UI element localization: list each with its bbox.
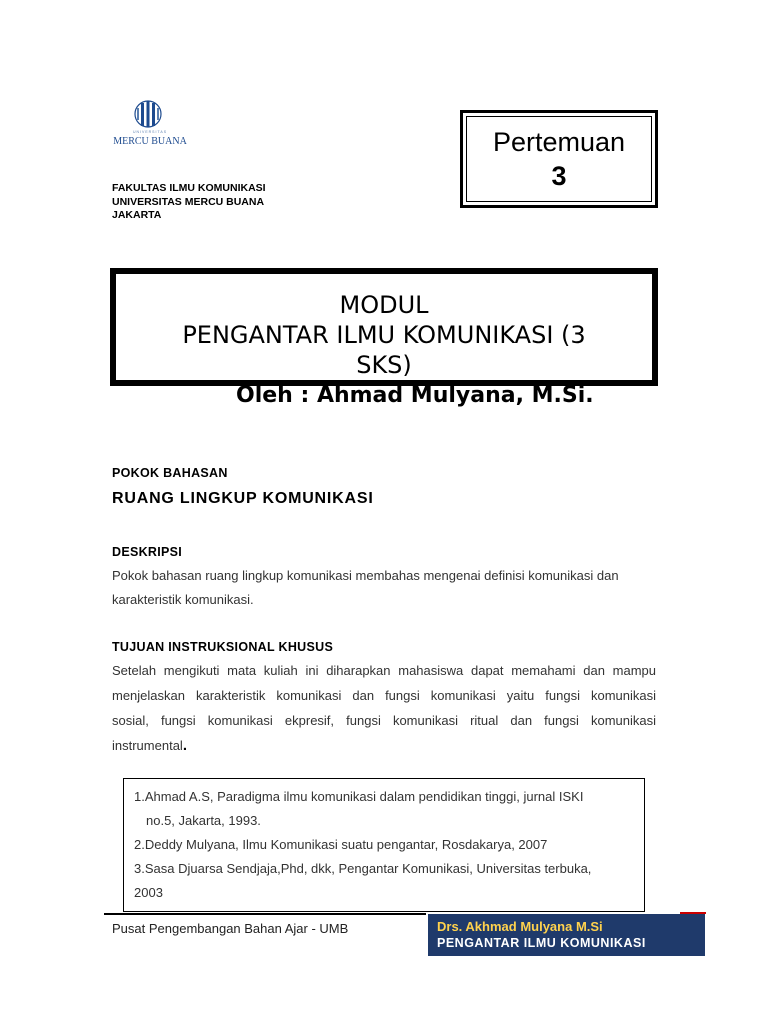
footer-divider: [104, 913, 426, 915]
pertemuan-inner: [466, 116, 652, 202]
logo-name: MERCU BUANA: [113, 136, 187, 147]
pertemuan-number: 3: [551, 161, 567, 191]
mercu-buana-emblem-icon: [134, 100, 162, 130]
pertemuan-box: [460, 110, 658, 208]
pokok-bahasan-label: POKOK BAHASAN: [112, 466, 228, 480]
footer-author-name: Drs. Akhmad Mulyana M.Si: [437, 919, 603, 934]
faculty-line: UNIVERSITAS MERCU BUANA: [112, 195, 265, 208]
modul-line: PENGANTAR ILMU KOMUNIKASI (3: [182, 321, 586, 349]
reference-item: 2.Deddy Mulyana, Ilmu Komunikasi suatu pengantar, Rosdakarya, 2007: [134, 837, 548, 852]
faculty-line: FAKULTAS ILMU KOMUNIKASI: [112, 182, 266, 194]
logo-small-text: UNIVERSITAS: [132, 130, 168, 134]
tujuan-period: .: [182, 737, 187, 754]
tujuan-line: Setelah mengikuti mata kuliah ini diharapkan mahasiswa dapat memahami dan mampu: [112, 663, 656, 678]
deskripsi-label: DESKRIPSI: [112, 545, 183, 559]
reference-item: 3.Sasa Djuarsa Sendjaja,Phd, dkk, Pengantar Komunikasi, Universitas terbuka,: [134, 861, 592, 876]
footer-left-text: Pusat Pengembangan Bahan Ajar - UMB: [112, 921, 349, 936]
footer-author-box: [428, 914, 705, 956]
deskripsi-line: Pokok bahasan ruang lingkup komunikasi membahas mengenai definisi komunikasi dan: [112, 568, 619, 583]
tujuan-body: [112, 658, 656, 758]
faculty-block: [112, 182, 266, 223]
pokok-bahasan-title: RUANG LINGKUP KOMUNIKASI: [112, 490, 374, 507]
university-logo: [110, 100, 190, 152]
reference-item: 2003: [134, 885, 163, 900]
deskripsi-line: karakteristik komunikasi.: [112, 592, 254, 607]
pertemuan-label: Pertemuan: [492, 127, 626, 157]
modul-title-box: [110, 268, 658, 386]
tujuan-line: sosial, fungsi komunikasi ekpresif, fungsi komunikasi ritual dan fungsi komunikasi: [112, 713, 656, 728]
modul-line: MODUL: [339, 291, 429, 319]
references-box: [123, 778, 645, 912]
deskripsi-body: [112, 564, 656, 612]
footer-course-name: PENGANTAR ILMU KOMUNIKASI: [437, 936, 646, 950]
tujuan-label: TUJUAN INSTRUKSIONAL KHUSUS: [112, 640, 334, 654]
faculty-line: JAKARTA: [112, 209, 162, 221]
reference-item: 1.Ahmad A.S, Paradigma ilmu komunikasi dalam pendidikan tinggi, jurnal ISKI: [134, 789, 584, 804]
author-line: Oleh : Ahmad Mulyana, M.Si.: [236, 383, 594, 408]
tujuan-line: instrumental: [112, 738, 183, 753]
reference-item: no.5, Jakarta, 1993.: [146, 813, 261, 828]
tujuan-line-last: [112, 733, 656, 758]
modul-line: SKS): [356, 351, 412, 379]
tujuan-line: menjelaskan karakteristik komunikasi dan fungsi komunikasi yaitu fungsi komunikasi: [112, 688, 656, 703]
